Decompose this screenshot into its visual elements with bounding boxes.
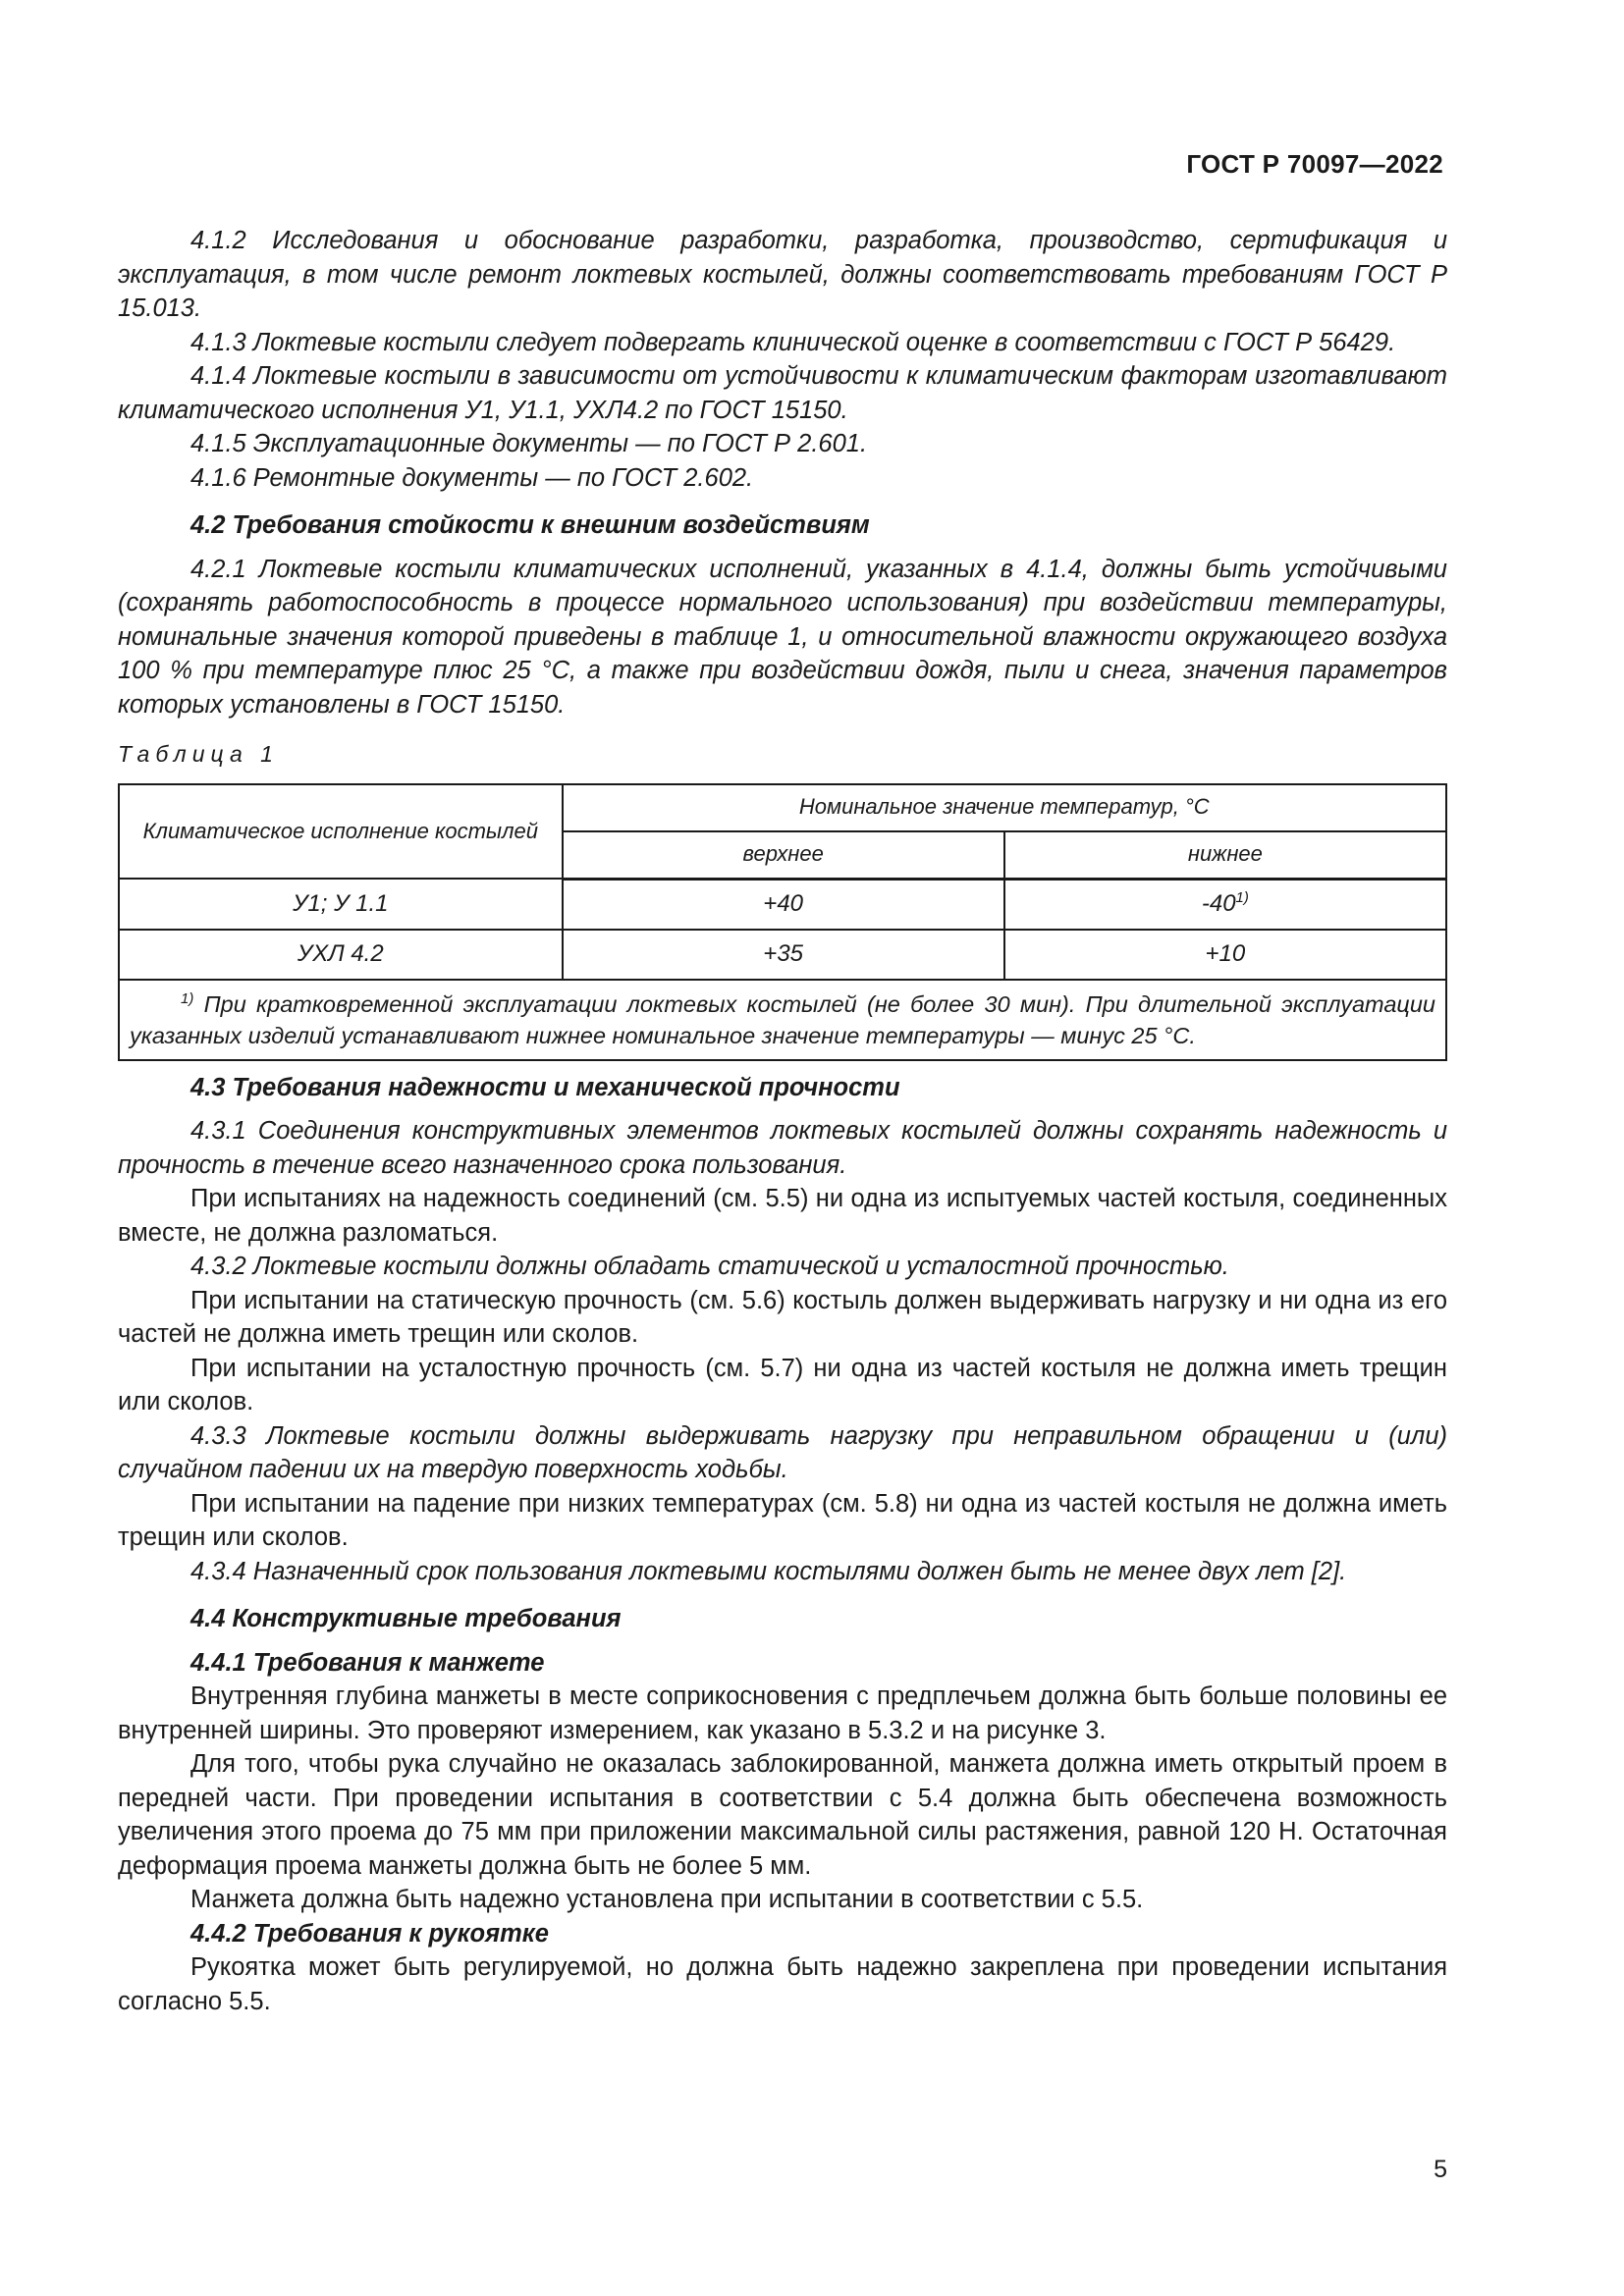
clause-4-3-4: 4.3.4 Назначенный срок пользования локтевыми костылями должен быть не менее двух лет [2]. bbox=[190, 1557, 1347, 1585]
table-cell-execution: У1; У 1.1 bbox=[119, 879, 563, 930]
clause-4-3-1-text: При испытаниях на надежность соединений (см. 5.5) ни одна из испытуемых частей костыля, соединенных вместе, не должна разломаться. bbox=[118, 1185, 1447, 1247]
clause-4-1-2: 4.1.2 Исследования и обоснование разработки, разработка, производство, сертификация и эксплуатация, в том числе ремонт локтевых костылей, должны соответствовать требованиям ГОСТ Р 15.013. bbox=[118, 227, 1447, 322]
subsection-4-4-1-heading: 4.4.1 Требования к манжете bbox=[190, 1648, 545, 1677]
table-1 bbox=[118, 783, 1447, 1061]
clause-4-3-2-static: При испытании на статическую прочность (см. 5.6) костыль должен выдерживать нагрузку и ни одна из его частей не должна иметь трещин или сколов. bbox=[118, 1286, 1447, 1348]
table-caption: Таблица 1 bbox=[118, 741, 279, 767]
lower-value: +10 bbox=[1205, 939, 1246, 967]
clause-4-1-4: 4.1.4 Локтевые костыли в зависимости от устойчивости к климатическим факторам изготавливают климатического исполнения У1, У1.1, УХЛ4.2 по ГОСТ 15150. bbox=[118, 362, 1447, 424]
clause-4-4-1-mounting: Манжета должна быть надежно установлена при испытании в соответствии с 5.5. bbox=[190, 1886, 1144, 1913]
subsection-4-4-2-heading: 4.4.2 Требования к рукоятке bbox=[190, 1919, 549, 1948]
table-cell-upper: +40 bbox=[563, 879, 1004, 930]
section-4-2-heading: 4.2 Требования стойкости к внешним воздействиям bbox=[190, 511, 870, 539]
page-body bbox=[118, 224, 1447, 2018]
clause-4-3-3-text: При испытании на падение при низких температурах (см. 5.8) ни одна из частей костыля не должна иметь трещин или сколов. bbox=[118, 1489, 1447, 1551]
footnote-mark: 1) bbox=[181, 989, 194, 1007]
clause-4-3-2-fatigue: При испытании на усталостную прочность (см. 5.7) ни одна из частей костыля не должна иметь трещин или сколов. bbox=[118, 1354, 1447, 1415]
footnote-text: При кратковременной эксплуатации локтевых костылей (не более 30 мин). При длительной эксплуатации указанных изделий устанавливают нижнее номинальное значение температуры — минус 25 °С. bbox=[130, 990, 1435, 1048]
footnote-ref: 1) bbox=[1235, 888, 1249, 906]
lower-value: -40 bbox=[1201, 889, 1236, 917]
clause-4-3-2: 4.3.2 Локтевые костыли должны обладать статической и усталостной прочностью. bbox=[190, 1253, 1229, 1280]
table-row bbox=[119, 930, 1446, 980]
clause-4-4-2-handle: Рукоятка может быть регулируемой, но должна быть надежно закреплена при проведении испытания согласно 5.5. bbox=[118, 1953, 1447, 2015]
section-4-3-heading: 4.3 Требования надежности и механической прочности bbox=[190, 1073, 900, 1101]
table-header-execution: Климатическое исполнение костылей bbox=[119, 784, 563, 880]
section-4-4-heading: 4.4 Конструктивные требования bbox=[190, 1605, 622, 1632]
table-header-temperature: Номинальное значение температур, °С bbox=[563, 784, 1446, 831]
page-number: 5 bbox=[1434, 2156, 1447, 2183]
table-row bbox=[119, 879, 1446, 930]
clause-4-3-1: 4.3.1 Соединения конструктивных элементов локтевых костылей должны сохранять надежность и прочность в течение всего назначенного срока пользования. bbox=[118, 1117, 1447, 1179]
clause-4-2-1: 4.2.1 Локтевые костыли климатических исполнений, указанных в 4.1.4, должны быть устойчивыми (сохранять работоспособность в процессе нормального использования) при воздействии температуры, номинальные значения которой приведены в таблице 1, и относительной влажности окружающего воздуха 100 % при температуре плюс 25 °С, а также при воздействии дождя, пыли и снега, значения параметров которых установлены в ГОСТ 15150. bbox=[118, 555, 1447, 719]
clause-4-1-5: 4.1.5 Эксплуатационные документы — по ГОСТ Р 2.601. bbox=[190, 430, 868, 457]
clause-4-3-3: 4.3.3 Локтевые костыли должны выдерживать нагрузку при неправильном обращении и (или) случайном падении их на твердую поверхность ходьбы. bbox=[118, 1421, 1447, 1483]
clause-4-1-6: 4.1.6 Ремонтные документы — по ГОСТ 2.602. bbox=[190, 463, 754, 492]
table-header-lower: нижнее bbox=[1004, 831, 1446, 880]
table-cell-upper: +35 bbox=[563, 930, 1004, 980]
clause-4-4-1-opening: Для того, чтобы рука случайно не оказалась заблокированной, манжета должна иметь открытый проем в передней части. При проведении испытания в соответствии с 5.4 должна быть обеспечена возможность увеличения этого проема до 75 мм при приложении максимальной силы растяжения, равной 120 Н. Остаточная деформация проема манжеты должна быть не более 5 мм. bbox=[118, 1750, 1447, 1880]
clause-4-1-3: 4.1.3 Локтевые костыли следует подвергать клинической оценке в соответствии с ГОСТ Р 56429. bbox=[190, 328, 1396, 356]
table-header-upper: верхнее bbox=[563, 831, 1004, 880]
table-cell-execution: УХЛ 4.2 bbox=[119, 930, 563, 980]
table-cell-lower bbox=[1004, 930, 1446, 980]
document-header: ГОСТ Р 70097—2022 bbox=[1186, 149, 1443, 179]
table-cell-lower bbox=[1004, 879, 1446, 930]
table-footnote bbox=[119, 980, 1446, 1060]
clause-4-4-1-depth: Внутренняя глубина манжеты в месте соприкосновения с предплечьем должна быть больше половины ее внутренней ширины. Это проверяют измерением, как указано в 5.3.2 и на рисунке 3. bbox=[118, 1682, 1447, 1744]
